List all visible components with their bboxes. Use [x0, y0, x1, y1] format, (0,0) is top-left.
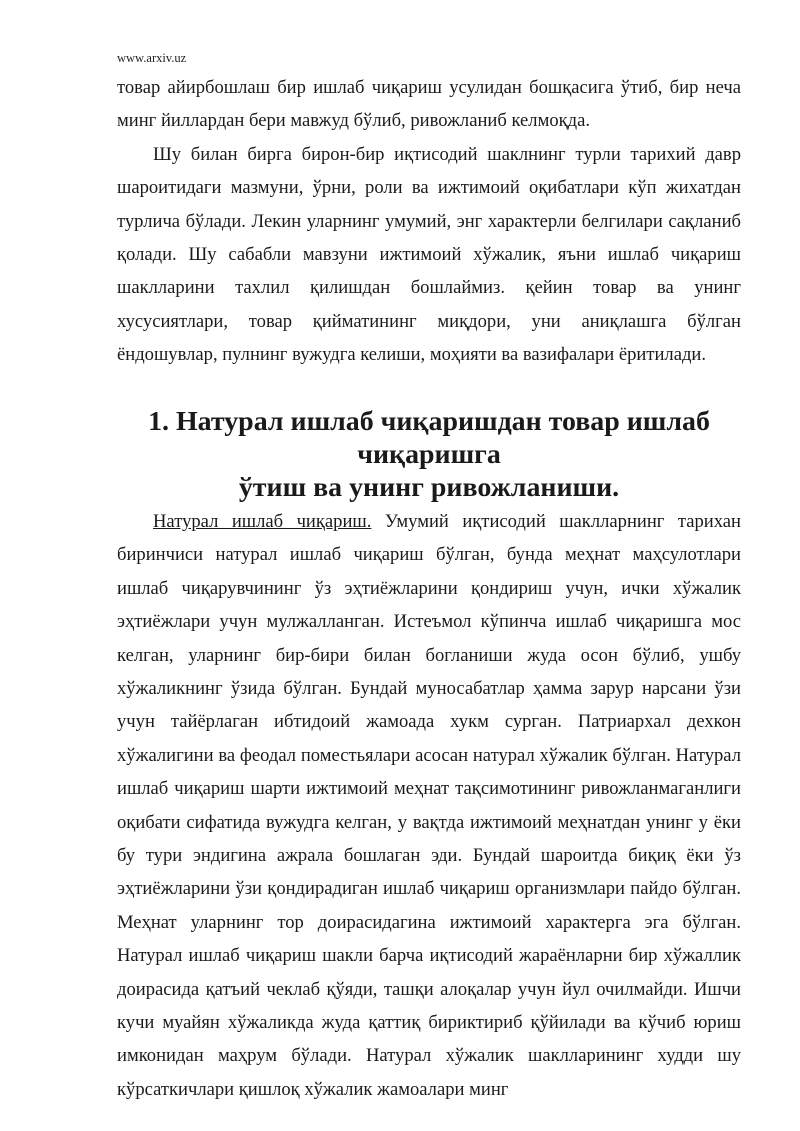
paragraph-natural-production: [117, 505, 741, 1106]
source-url[interactable]: www.arxiv.uz: [117, 51, 187, 65]
paragraph-continuation: товар айирбошлаш бир ишлаб чиқариш усулидан бошқасига ўтиб, бир неча минг йиллардан бери мавжуд бўлиб, ривожланиб келмоқда.: [117, 77, 741, 132]
section-heading-line-1: 1. Натурал ишлаб чиқаришдан товар ишлаб чиқаришга: [148, 405, 710, 471]
document-body: [117, 71, 741, 1106]
section-heading-line-2: ўтиш ва унинг ривожланиши.: [238, 472, 620, 504]
section-heading: [117, 372, 741, 505]
lead-term: Натурал ишлаб чиқариш.: [153, 510, 372, 532]
paragraph-natural-production-body: Умумий иқтисодий шаклларнинг тарихан биринчиси натурал ишлаб чиқариш бўлган, бунда меҳнат маҳсулотлари ишлаб чиқарувчининг ўз эҳтиёжларини қондириш учун, ички хўжалик эҳтиёжлари учун мулжалланган. Истеъмол кўпинча ишлаб чиқаришга мос келган, уларнинг бир-бири билан богланиши жуда осон бўлиб, ушбу хўжаликнинг ўзида бўлган. Бундай муносабатлар ҳамма зарур нарсани ўзи учун тайёрлаган ибтидоий жамоада хукм сурган. Патриархал дехкон хўжалигини ва феодал поместьялари асосан натурал хўжалик бўлган. Натурал ишлаб чиқариш шарти ижтимоий меҳнат тақсимотининг ривожланмаганлиги оқибати сифатида вужудга келган, у вақтда ижтимоий меҳнатдан унинг у ёки бу тури эндигина ажрала бошлаган эди. Бундай шароитда биқиқ ёки ўз эҳтиёжларини ўзи қондирадиган ишлаб чиқариш организмлари пайдо бўлган. Меҳнат уларнинг тор доирасидагина ижтимоий характерга эга бўлган. Натурал ишлаб чиқариш шакли барча иқтисодий жараёнларни бир хўжаллик доирасида қатъий чеклаб қўяди, ташқи алоқалар учун йул очилмайди. Ишчи кучи муайян хўжаликда жуда қаттиқ бириктириб қўйилади ва кўчиб юриш имконидан маҳрум бўлади. Натурал хўжалик шаклларининг худди шу кўрсаткичлари қишлоқ хўжалик жамоалари минг: [117, 510, 741, 1100]
paragraph-intro: Шу билан бирга бирон-бир иқтисодий шаклнинг турли тарихий давр шароитидаги мазмуни, ўрни, роли ва ижтимоий оқибатлари кўп жихатдан турлича бўлади. Лекин уларнинг умумий, энг характерли белгилари сақланиб қолади. Шу сабабли мавзуни ижтимоий хўжалик, яъни ишлаб чиқариш шаклларини тахлил қилишдан бошлаймиз. қейин товар ва унинг хусусиятлари, товар қийматининг миқдори, уни аниқлашга бўлган ёндошувлар, пулнинг вужудга келиши, моҳияти ва вазифалари ёритилади.: [117, 143, 741, 366]
